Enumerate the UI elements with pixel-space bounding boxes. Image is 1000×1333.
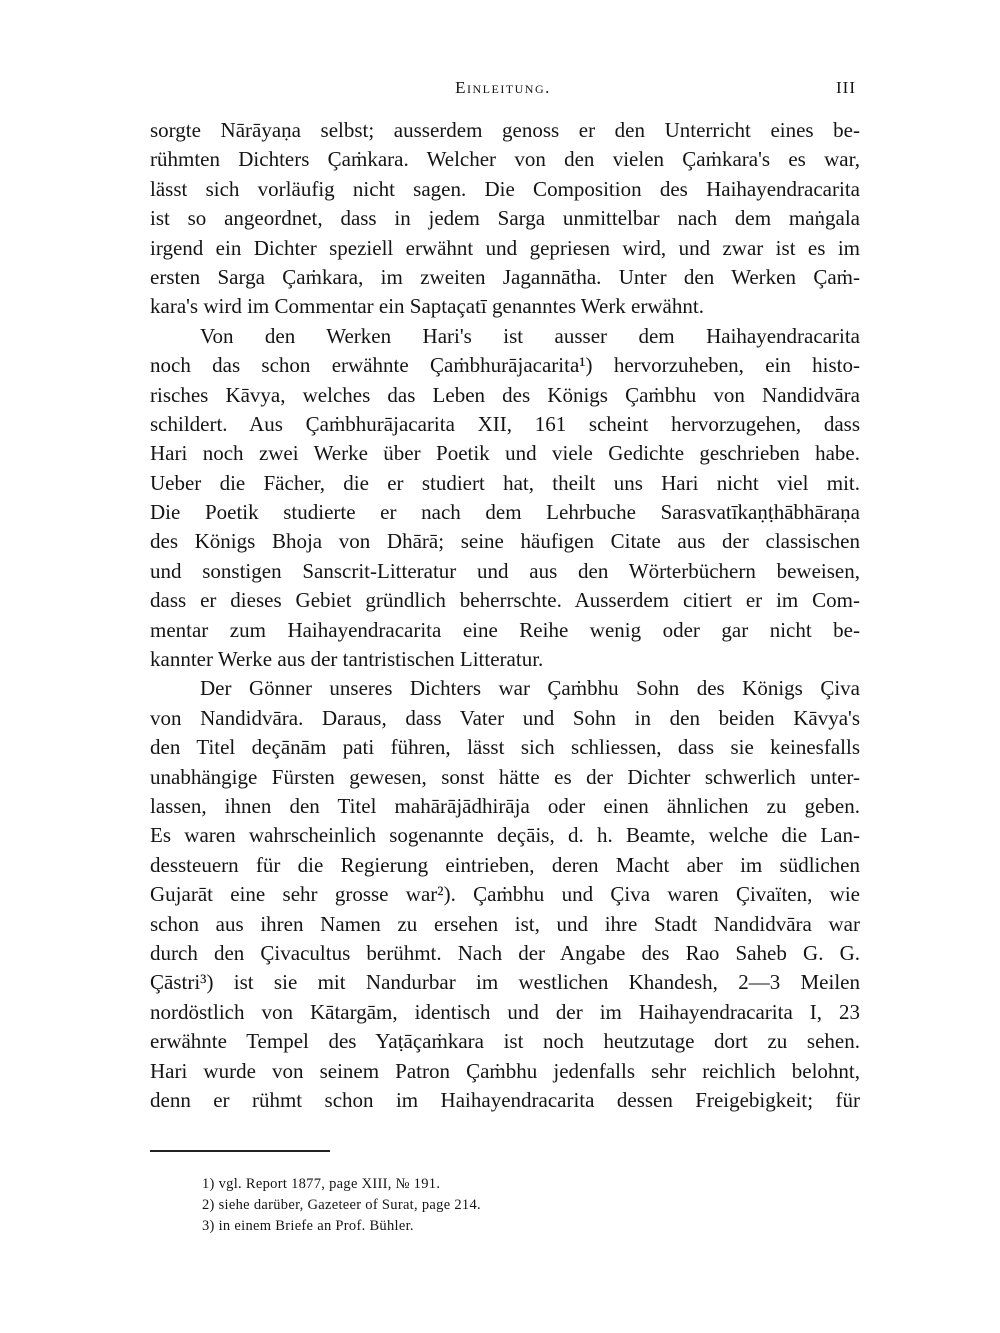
text-line: ist so angeordnet, dass in jedem Sarga unmittelbar nach dem maṅgala (150, 206, 860, 231)
running-title: Einleitung. (455, 78, 551, 97)
text-line: Hari noch zwei Werke über Poetik und viele Gedichte geschrieben habe. (150, 441, 860, 466)
text-line: von Nandidvāra. Daraus, dass Vater und Sohn in den beiden Kāvya's (150, 705, 860, 730)
footnote-1: 1) vgl. Report 1877, page XIII, № 191. (202, 1176, 441, 1192)
text-line: rühmten Dichters Çaṁkara. Welcher von den vielen Çaṁkara's es war, (150, 147, 860, 172)
text-line: Der Gönner unseres Dichters war Çaṁbhu Sohn des Königs Çiva (200, 676, 860, 701)
text-line: lässt sich vorläufig nicht sagen. Die Composition des Haihayendracarita (150, 176, 860, 201)
body-text (150, 116, 860, 1115)
text-line: kara's wird im Commentar ein Saptaçatī genanntes Werk erwähnt. (150, 294, 704, 319)
text-line: des Königs Bhoja von Dhārā; seine häufigen Citate aus der classischen (150, 529, 860, 554)
text-line: Es waren wahrscheinlich sogenannte deçāis, d. h. Beamte, welche die Lan- (150, 823, 860, 848)
text-line: Hari wurde von seinem Patron Çaṁbhu jedenfalls sehr reichlich belohnt, (150, 1058, 860, 1083)
text-line: dessteuern für die Regierung eintrieben, deren Macht aber im südlichen (150, 852, 860, 877)
text-line: Von den Werken Hari's ist ausser dem Haihayendracarita (200, 323, 860, 348)
text-line: Gujarāt eine sehr grosse war²). Çaṁbhu und Çiva waren Çivaïten, wie (150, 882, 860, 907)
text-line: Çāstri³) ist sie mit Nandurbar im westlichen Khandesh, 2—3 Meilen (150, 970, 860, 995)
text-line: und sonstigen Sanscrit-Litteratur und aus den Wörterbüchern beweisen, (150, 558, 860, 583)
text-line: durch den Çivacultus berühmt. Nach der Angabe des Rao Saheb G. G. (150, 940, 860, 965)
text-line: erwähnte Tempel des Yaṭāçaṁkara ist noch heutzutage dort zu sehen. (150, 1029, 860, 1054)
text-line: nordöstlich von Kātargām, identisch und der im Haihayendracarita I, 23 (150, 999, 860, 1024)
page-header (150, 74, 856, 104)
text-line: den Titel deçānām pati führen, lässt sich schliessen, dass sie keinesfalls (150, 735, 860, 760)
text-line: sorgte Nārāyaṇa selbst; ausserdem genoss er den Unterricht eines be- (150, 118, 860, 142)
text-line: mentar zum Haihayendracarita eine Reihe wenig oder gar nicht be- (150, 617, 860, 642)
footnotes (202, 1174, 802, 1237)
text-line: schildert. Aus Çaṁbhurājacarita XII, 161 scheint hervorzugehen, dass (150, 411, 860, 436)
text-line: noch das schon erwähnte Çaṁbhurājacarita¹) hervorzuheben, ein histo- (150, 353, 860, 378)
footnote-divider (150, 1150, 330, 1152)
text-line: risches Kāvya, welches das Leben des Königs Çaṁbhu von Nandidvāra (150, 382, 860, 407)
text-line: ersten Sarga Çaṁkara, im zweiten Jagannātha. Unter den Werken Çaṁ- (150, 264, 860, 289)
text-line: Ueber die Fächer, die er studiert hat, theilt uns Hari nicht viel mit. (150, 470, 860, 495)
text-line: dass er dieses Gebiet gründlich beherrschte. Ausserdem citiert er im Com- (150, 588, 860, 613)
text-line: denn er rühmt schon im Haihayendracarita dessen Freigebigkeit; für (150, 1087, 860, 1112)
footnote-2: 2) siehe darüber, Gazeteer of Surat, page 214. (202, 1197, 481, 1213)
text-line: irgend ein Dichter speziell erwähnt und gepriesen wird, und zwar ist es im (150, 235, 860, 260)
text-line: unabhängige Fürsten gewesen, sonst hätte es der Dichter schwerlich unter- (150, 764, 860, 789)
footnote-3: 3) in einem Briefe an Prof. Bühler. (202, 1218, 414, 1234)
text-line: schon aus ihren Namen zu ersehen ist, und ihre Stadt Nandidvāra war (150, 911, 860, 936)
text-line: lassen, ihnen den Titel mahārājādhirāja oder einen ähnlichen zu geben. (150, 793, 860, 818)
page-number: III (836, 78, 856, 97)
text-line: Die Poetik studierte er nach dem Lehrbuche Sarasvatīkaṇṭhābhāraṇa (150, 500, 860, 525)
text-line: kannter Werke aus der tantristischen Litteratur. (150, 647, 544, 672)
